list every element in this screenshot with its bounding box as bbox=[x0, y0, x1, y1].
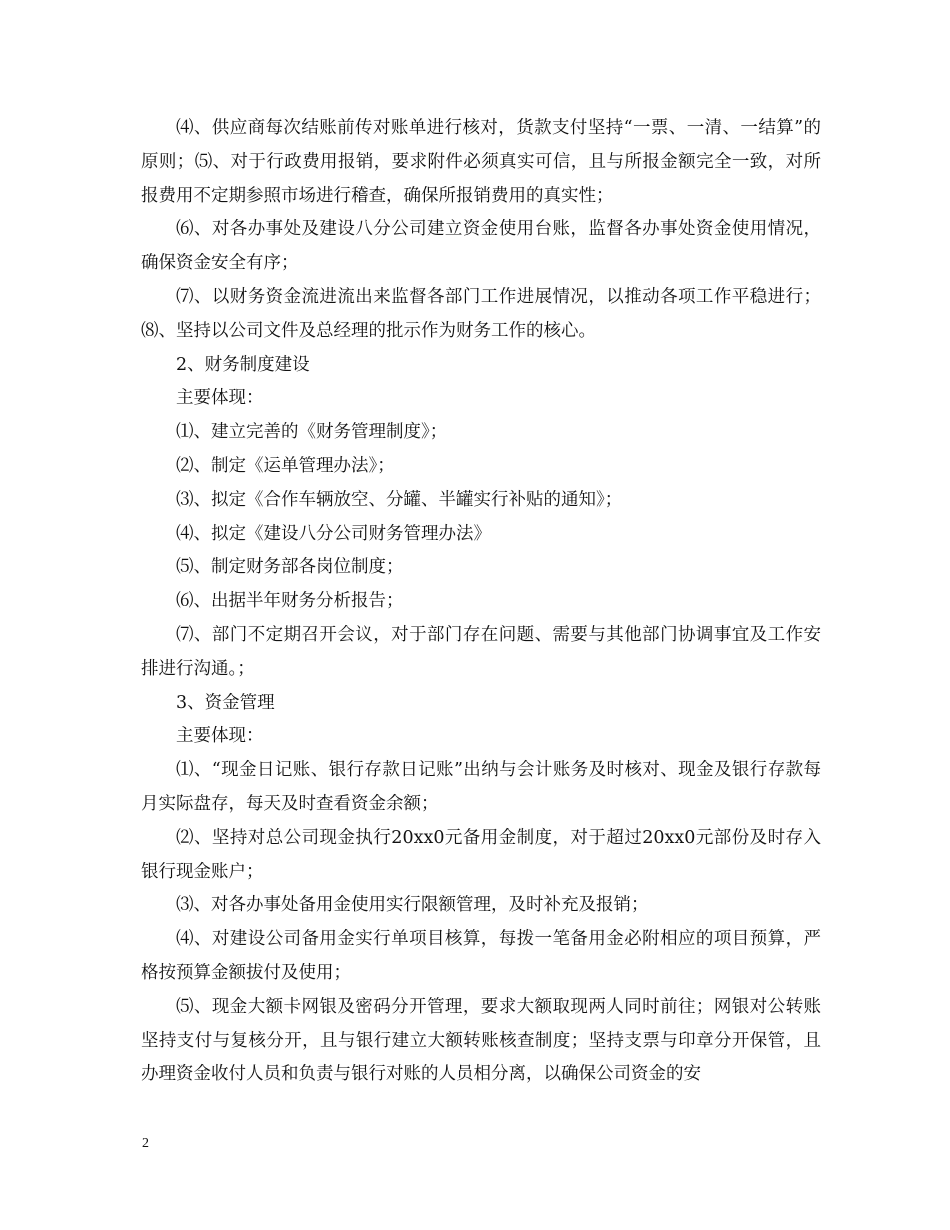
list-item: ⑹、出据半年财务分析报告； bbox=[176, 591, 404, 612]
page-number: 2 bbox=[142, 1136, 149, 1151]
list-item: ⑴、建立完善的《财务管理制度》； bbox=[176, 422, 448, 443]
list-item: ⑵、制定《运单管理办法》； bbox=[176, 455, 395, 476]
paragraph: 主要体现： bbox=[176, 388, 264, 409]
paragraph: 主要体现： bbox=[176, 726, 264, 747]
list-item: ⑵、坚持对总公司现金执行20xx0元备用金制度，对于超过20xx0元部份及时存入银行现金账户； bbox=[141, 827, 821, 882]
paragraph: ⑺、以财务资金流进流出来监督各部门工作进展情况，以推动各项工作平稳进行；⑻、坚持以公司文件及总经理的批示作为财务工作的核心。 bbox=[141, 286, 821, 341]
document-body bbox=[141, 112, 821, 1092]
section-heading: 3、资金管理 bbox=[176, 692, 275, 713]
paragraph: ⑷、供应商每次结账前传对账单进行核对，货款支付坚持“一票、一清、一结算”的原则；⑸、对于行政费用报销，要求附件必须真实可信，且与所报金额完全一致，对所报费用不定期参照市场进行稽查，确保所报销费用的真实性； bbox=[141, 118, 821, 206]
list-item: ⑶、拟定《合作车辆放空、分罐、半罐实行补贴的通知》； bbox=[176, 489, 623, 510]
list-item: ⑷、对建设公司备用金实行单项目核算，每拨一笔备用金必附相应的项目预算，严格按预算金额拔付及使用； bbox=[141, 929, 821, 983]
list-item: ⑷、拟定《建设八分公司财务管理办法》 bbox=[176, 523, 491, 544]
list-item: ⑴、“现金日记账、银行存款日记账”出纳与会计账务及时核对、现金及银行存款每月实际盘存，每天及时查看资金余额； bbox=[141, 760, 821, 814]
list-item: ⑺、部门不定期召开会议，对于部门存在问题、需要与其他部门协调事宜及工作安排进行沟通。； bbox=[141, 624, 821, 679]
list-item: ⑸、制定财务部各岗位制度； bbox=[176, 557, 404, 578]
section-heading: 2、财务制度建设 bbox=[176, 354, 310, 375]
paragraph: ⑹、对各办事处及建设八分公司建立资金使用台账，监督各办事处资金使用情况，确保资金安全有序； bbox=[141, 219, 821, 274]
list-item: ⑶、对各办事处备用金使用实行限额管理，及时补充及报销； bbox=[176, 895, 649, 916]
list-item: ⑸、现金大额卡网银及密码分开管理，要求大额取现两人同时前往；网银对公转账坚持支付与复核分开，且与银行建立大额转账核查制度；坚持支票与印章分开保管，且办理资金收付人员和负责与银行对账的人员相分离，以确保公司资金的安 bbox=[141, 996, 821, 1085]
